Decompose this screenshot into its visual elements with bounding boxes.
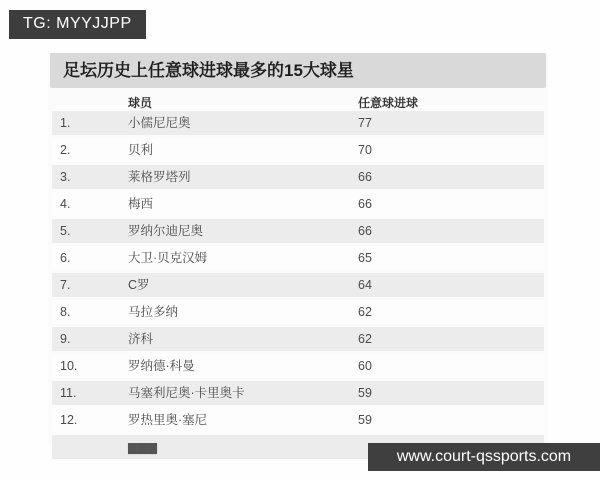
ranking-title: 足坛历史上任意球进球最多的15大球星 [50, 53, 546, 88]
row-goals: 66 [358, 197, 372, 211]
table-row [52, 354, 544, 378]
row-rank: 4. [60, 197, 71, 211]
table-row [52, 165, 544, 189]
row-player: 莱格罗塔列 [128, 170, 191, 184]
column-header-goals: 任意球进球 [358, 96, 419, 110]
row-goals: 66 [358, 170, 372, 184]
row-player: 罗纳德·科曼 [128, 359, 195, 373]
column-header-player: 球员 [128, 96, 153, 110]
row-player: C罗 [128, 278, 150, 292]
row-goals: 77 [358, 116, 372, 130]
watermark-url: www.court-qssports.com [368, 443, 600, 471]
row-player: 马塞利尼奥·卡里奥卡 [128, 386, 245, 400]
table-row [52, 408, 544, 432]
row-rank: 7. [60, 278, 71, 292]
row-player: 济科 [128, 332, 154, 346]
row-rank: 5. [60, 224, 71, 238]
table-row [52, 300, 544, 324]
table-row [52, 192, 544, 216]
table-row [52, 111, 544, 135]
table-row [52, 219, 544, 243]
row-rank: 12. [60, 413, 78, 427]
row-player: 罗纳尔迪尼奥 [128, 224, 204, 238]
table-row [52, 273, 544, 297]
row-goals: 70 [358, 143, 372, 157]
row-rank: 3. [60, 170, 71, 184]
table-row [52, 327, 544, 351]
row-rank: 9. [60, 332, 71, 346]
row-player: 马拉多纳 [128, 305, 179, 319]
table-row [52, 381, 544, 405]
row-goals: 59 [358, 413, 372, 427]
row-goals: 64 [358, 278, 372, 292]
ranking-panel [48, 52, 548, 454]
row-rank: 8. [60, 305, 71, 319]
row-rank: 1. [60, 116, 71, 130]
row-goals: 62 [358, 305, 372, 319]
row-player: 梅西 [128, 197, 154, 211]
row-goals: 62 [358, 332, 372, 346]
row-player: 罗热里奥·塞尼 [128, 413, 208, 427]
row-player: 大卫·贝克汉姆 [128, 251, 208, 265]
row-rank: 2. [60, 143, 71, 157]
table-row [52, 246, 544, 270]
row-rank: 11. [60, 386, 77, 400]
table-row [52, 138, 544, 162]
row-goals: 66 [358, 224, 372, 238]
row-goals: 65 [358, 251, 372, 265]
row-rank: 10. [60, 359, 78, 373]
row-player: 小儒尼尼奥 [128, 116, 191, 130]
row-rank: 6. [60, 251, 71, 265]
telegram-badge: TG: MYYJJPP [9, 10, 146, 39]
ranking-rows [48, 111, 548, 432]
table-header [48, 91, 548, 111]
row-player: 贝利 [128, 143, 154, 157]
row-goals: 60 [358, 359, 372, 373]
row-player-fragment: ▆▆▆ [128, 440, 157, 454]
row-goals: 59 [358, 386, 372, 400]
